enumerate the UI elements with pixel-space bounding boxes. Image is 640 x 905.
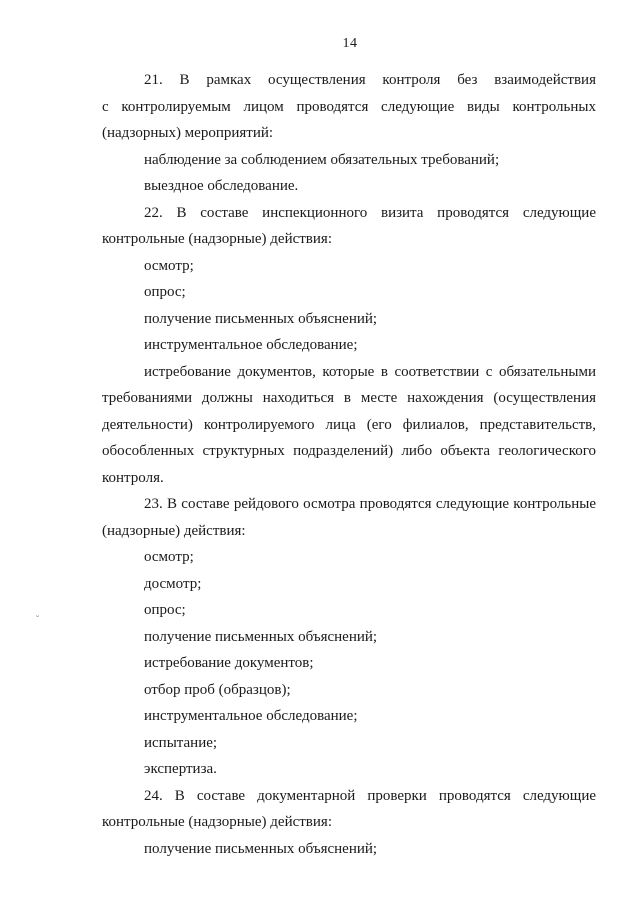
- paragraph-24-line-1: 24. В составе документарной проверки проводятся следующие: [144, 787, 596, 804]
- paragraph-23-item-expertise: экспертиза.: [144, 761, 217, 777]
- document-body: [102, 67, 596, 862]
- paragraph-22-item-written-explanations: получение письменных объяснений;: [144, 310, 378, 327]
- paragraph-21-line-3: (надзорных) мероприятий:: [102, 125, 274, 141]
- paragraph-23-line-2: (надзорные) действия:: [102, 522, 246, 539]
- paragraph-22-item-documents-line-4: обособленных структурных подразделений) либо объекта геологического: [102, 443, 596, 459]
- page-number: 14: [342, 36, 358, 51]
- paragraph-22-item-survey: опрос;: [144, 284, 186, 300]
- paragraph-23-item-written-explanations: получение письменных объяснений;: [144, 628, 378, 645]
- scan-speck-mark: ˘: [36, 614, 39, 624]
- paragraph-23-item-testing: испытание;: [144, 734, 218, 751]
- paragraph-24-item-written-explanations: получение письменных объяснений;: [144, 840, 378, 857]
- paragraph-21-item-field-inspection: выездное обследование.: [144, 178, 299, 194]
- paragraph-24-line-2: контрольные (надзорные) действия:: [102, 814, 332, 830]
- paragraph-22-item-documents-line-5: контроля.: [102, 469, 164, 486]
- paragraph-22-item-instrumental-examination: инструментальное обследование;: [144, 337, 358, 353]
- paragraph-23-line-1: 23. В составе рейдового осмотра проводятся следующие контрольные: [144, 496, 596, 512]
- paragraph-21-line-2: с контролируемым лицом проводятся следующие виды контрольных: [102, 98, 596, 115]
- paragraph-22-item-documents-line-1: истребование документов, которые в соответствии с обязательными: [144, 363, 596, 380]
- paragraph-21-line-1: 21. В рамках осуществления контроля без взаимодействия: [144, 72, 596, 88]
- paragraph-23-item-survey: опрос;: [144, 602, 186, 618]
- paragraph-22-line-2: контрольные (надзорные) действия:: [102, 231, 332, 247]
- paragraph-21-item-observation: наблюдение за соблюдением обязательных требований;: [144, 151, 500, 168]
- paragraph-23-item-search: досмотр;: [144, 575, 202, 592]
- paragraph-22-item-documents-line-2: требованиями должны находиться в месте нахождения (осуществления: [102, 390, 596, 406]
- paragraph-23-item-documents: истребование документов;: [144, 655, 314, 671]
- paragraph-22-line-1: 22. В составе инспекционного визита проводятся следующие: [144, 204, 596, 221]
- paragraph-23-item-instrumental-examination: инструментальное обследование;: [144, 708, 358, 724]
- paragraph-23-item-sampling: отбор проб (образцов);: [144, 681, 291, 698]
- paragraph-22-item-documents-line-3: деятельности) контролируемого лица (его филиалов, представительств,: [102, 416, 596, 433]
- paragraph-23-item-inspection: осмотр;: [144, 549, 194, 565]
- paragraph-22-item-inspection: осмотр;: [144, 257, 194, 274]
